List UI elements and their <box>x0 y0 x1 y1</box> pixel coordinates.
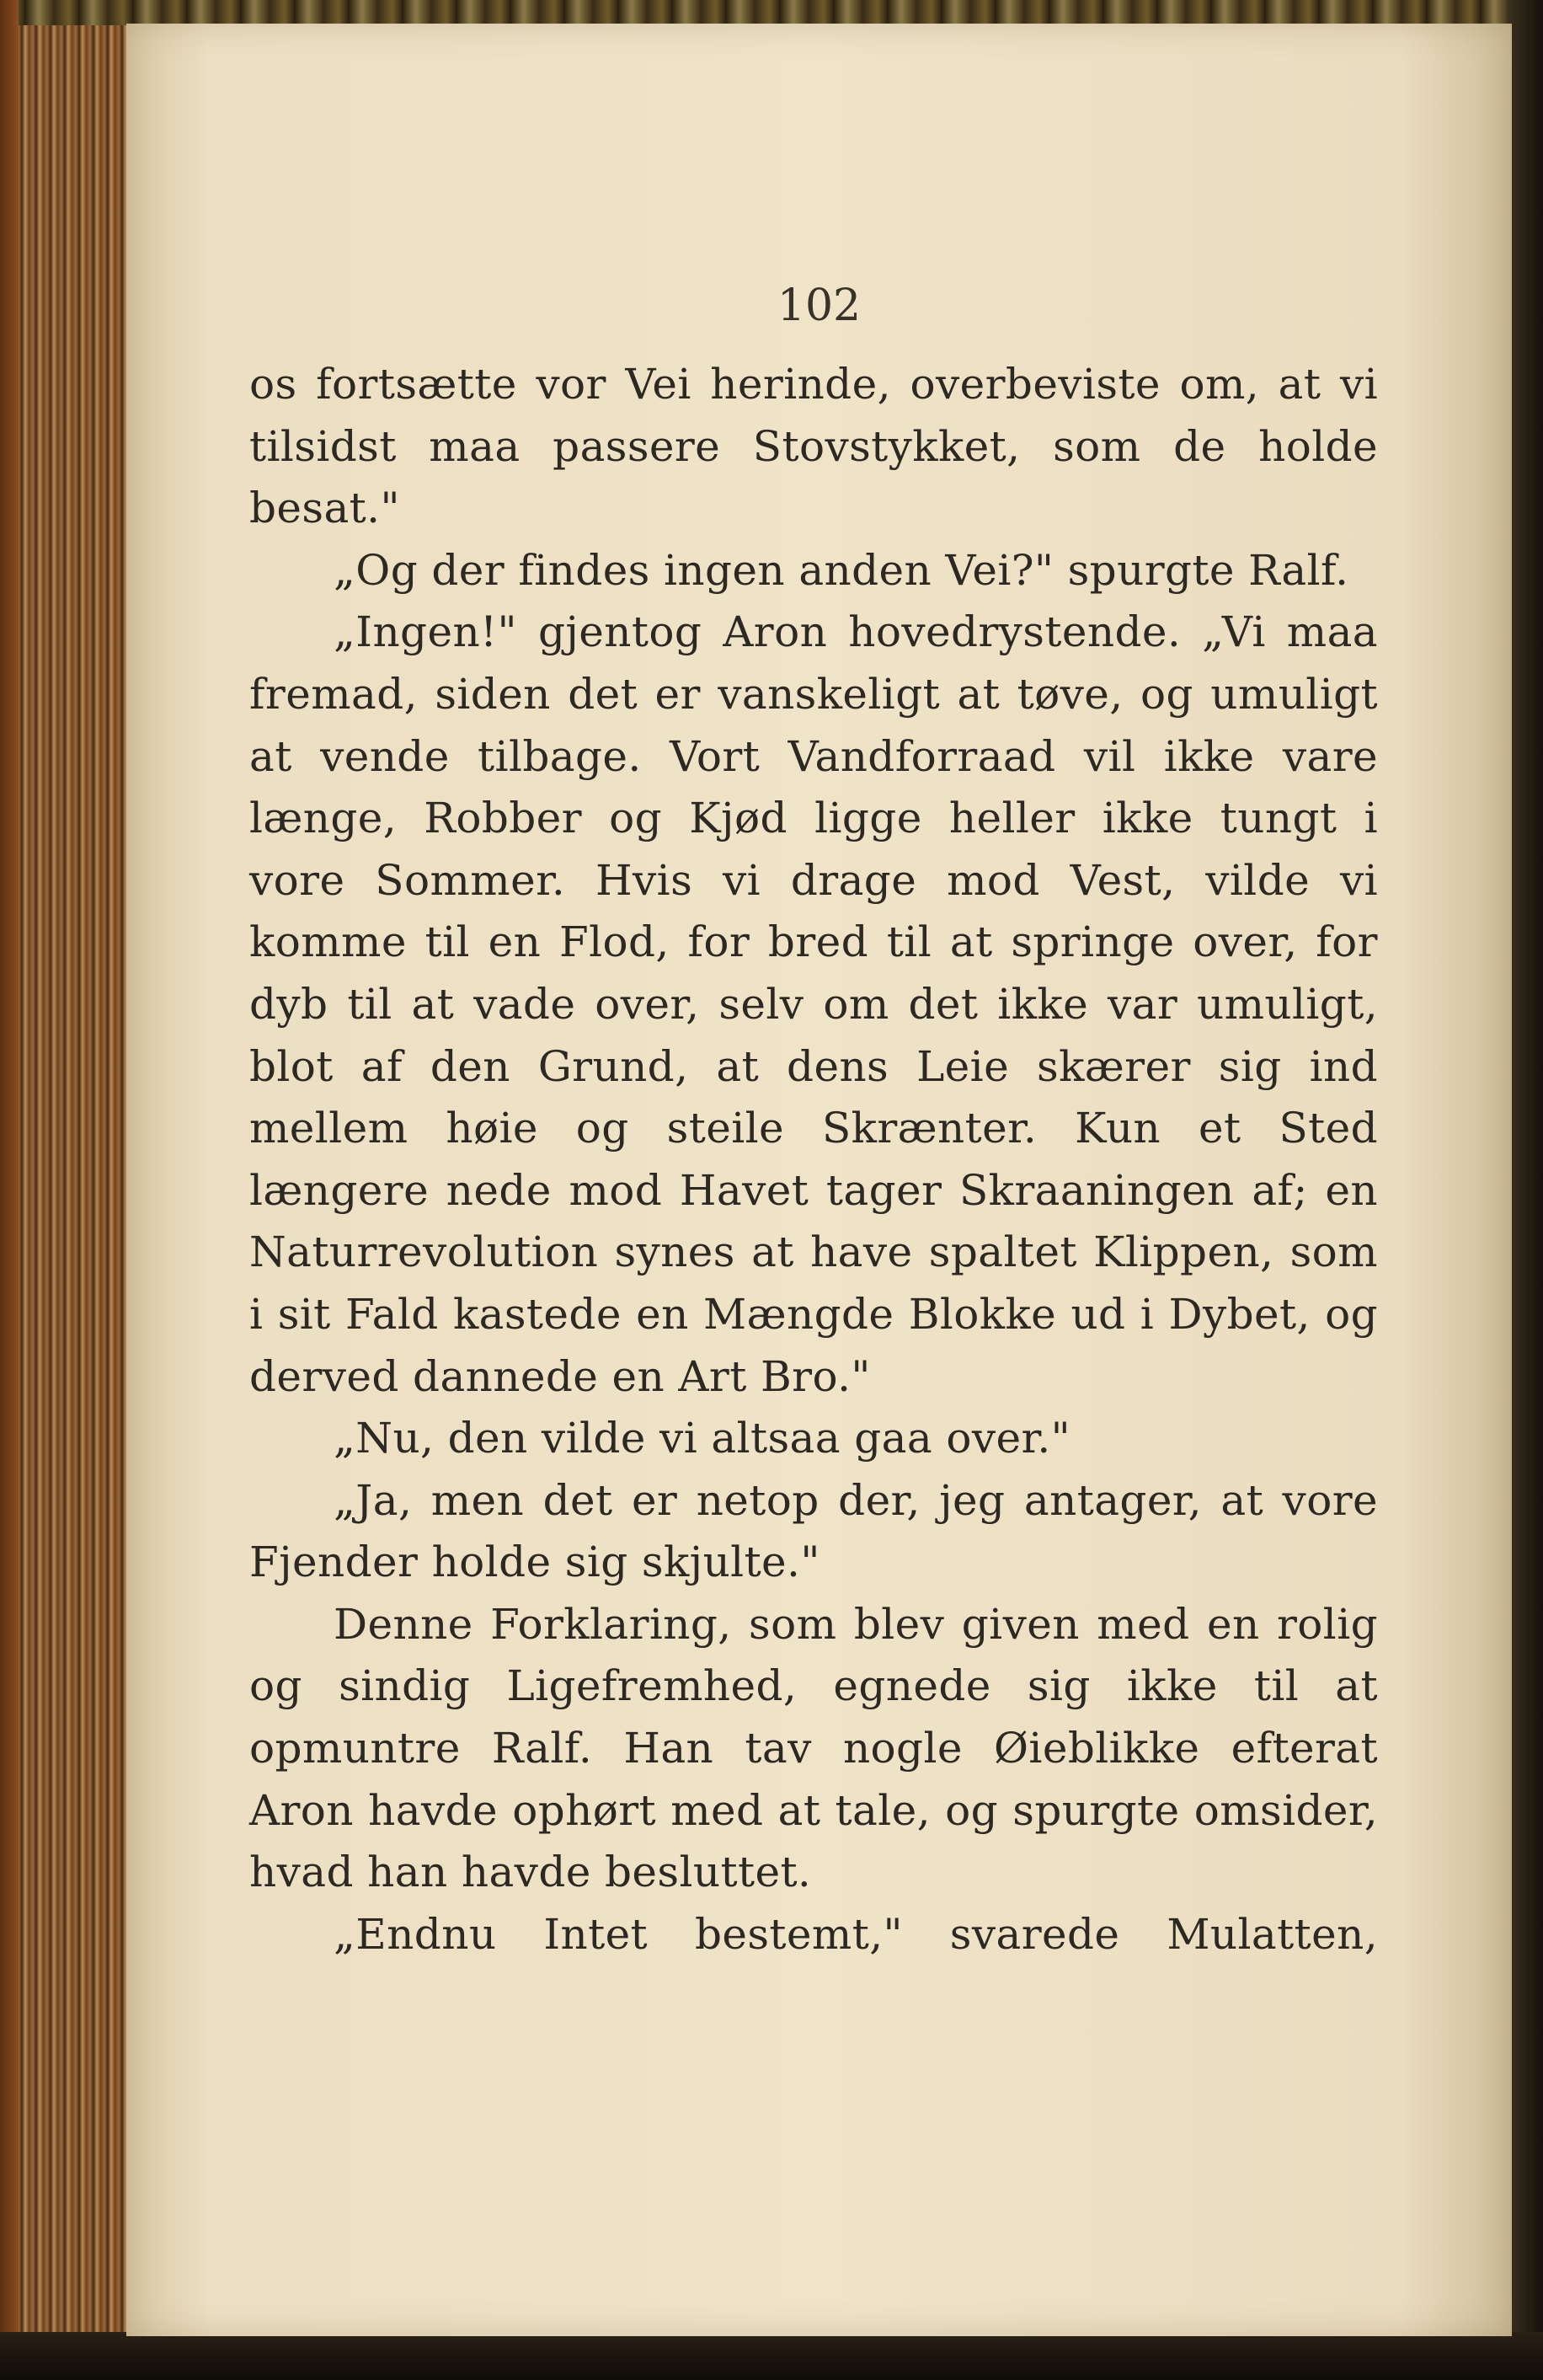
paragraph: os fortsætte vor Vei herinde, overbeviste om, at vi tilsidst maa passere Stovstykket, som de holde besat." <box>249 360 1378 533</box>
paragraph: „Ingen!" gjentog Aron hovedrystende. „Vi maa fremad, siden det er vanskeligt at tøve, og umuligt at vende tilbage. Vort Vandforraad vil ikke vare længe, Robber og Kjød ligge heller ikke tungt i vore Sommer. Hvis vi drage mod Vest, vilde vi komme til en Flod, for bred til at springe over, for dyb til at vade over, selv om det ikke var umuligt, blot af den Grund, at dens Leie skærer sig ind mellem høie og steile Skrænter. Kun et Sted længere nede mod Havet tager Skraaningen af; en Naturrevolution synes at have spaltet Klippen, som i sit Fald kastede en Mængde Blokke ud i Dybet, og derved dannede en Art Bro." <box>249 607 1378 1401</box>
page-body-text <box>249 354 1378 1966</box>
page-number: 102 <box>777 281 862 331</box>
paragraph: „Og der findes ingen anden Vei?" spurgte Ralf. <box>334 545 1349 595</box>
book-binding <box>0 0 19 2380</box>
paragraph: Denne Forklaring, som blev given med en rolig og sindig Ligefremhed, egnede sig ikke til at opmuntre Ralf. Han tav nogle Øieblikke efterat Aron havde ophørt med at tale, og spurgte omsider, hvad han havde besluttet. <box>249 1599 1378 1897</box>
book-page-edges <box>0 25 135 2351</box>
book-right-edge <box>1508 0 1543 2380</box>
paragraph: „Ja, men det er netop der, jeg antager, at vore Fjender holde sig skjulte." <box>249 1475 1378 1587</box>
paragraph: „Endnu Intet bestemt," svarede Mulatten, <box>334 1909 1378 1959</box>
book-bottom-edge <box>0 2332 1543 2380</box>
paragraph: „Nu, den vilde vi altsaa gaa over." <box>334 1414 1071 1463</box>
